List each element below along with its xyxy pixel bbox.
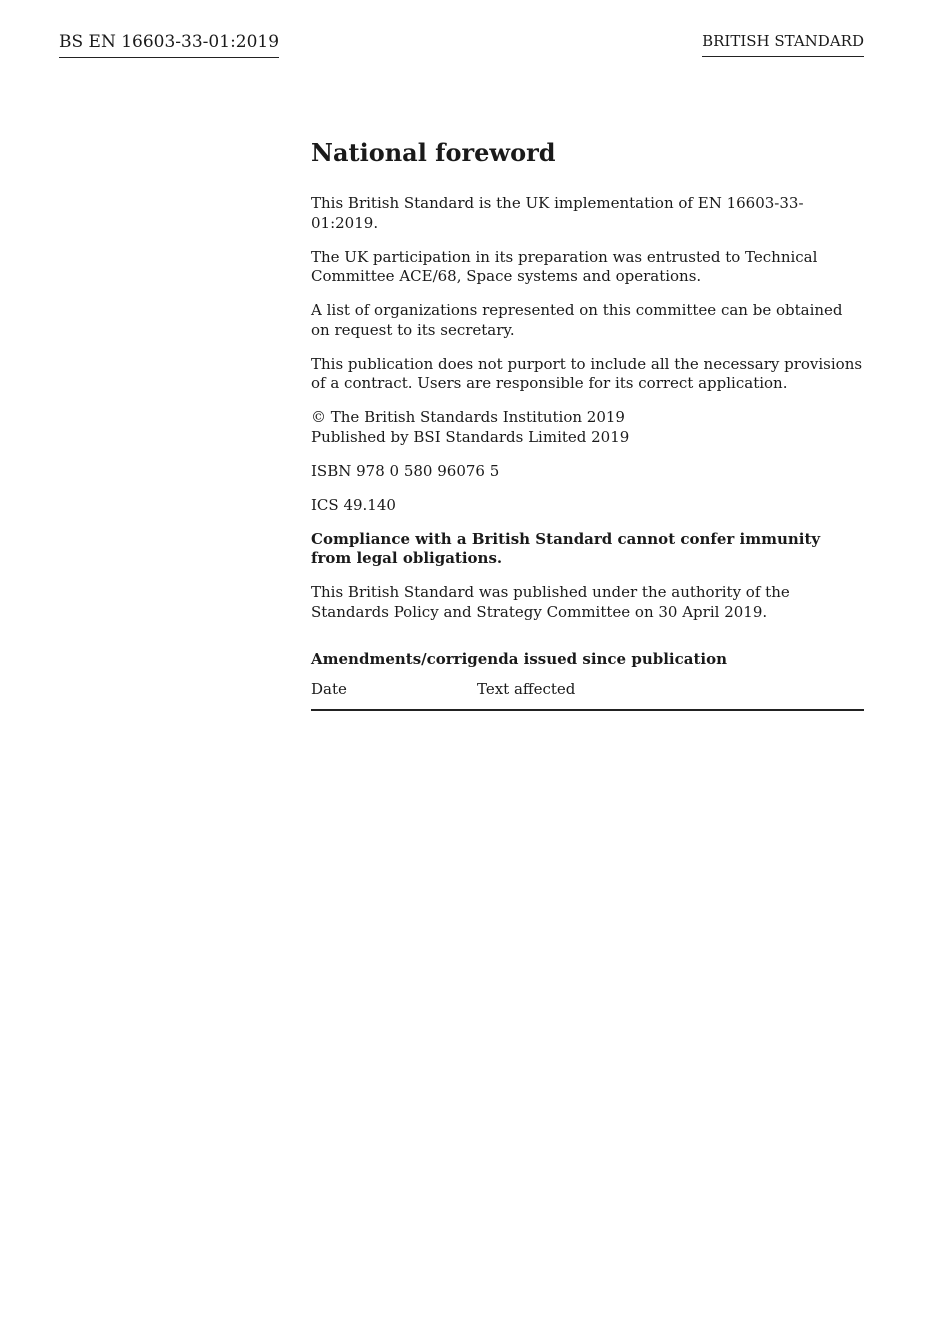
page-title: National foreword xyxy=(311,138,556,167)
amendments-heading: Amendments/corrigenda issued since publication xyxy=(311,650,727,668)
copyright-line: © The British Standards Institution 2019 xyxy=(311,408,625,426)
amendments-table-header xyxy=(311,680,864,712)
compliance-notice: Compliance with a British Standard cannot confer immunity from legal obligations. xyxy=(311,529,821,567)
authority-paragraph: This British Standard was published under the authority of the Standards Policy and Strategy Committee on 30 April 2019. xyxy=(311,583,790,621)
provisions-paragraph: This publication does not purport to include all the necessary provisions of a contract. Users are responsible for its correct application. xyxy=(311,354,863,392)
document-id: BS EN 16603-33-01:2019 xyxy=(59,31,279,58)
ics-code: ICS 49.140 xyxy=(311,495,396,514)
standard-category: BRITISH STANDARD xyxy=(702,31,864,57)
organizations-paragraph: A list of organizations represented on this committee can be obtained on request to its secretary. xyxy=(311,301,843,339)
text-affected-column-header: Text affected xyxy=(477,679,576,698)
publisher-line: Published by BSI Standards Limited 2019 xyxy=(311,427,630,446)
participation-paragraph: The UK participation in its preparation was entrusted to Technical Committee ACE/68, Space systems and operations. xyxy=(311,247,818,285)
isbn: ISBN 978 0 580 96076 5 xyxy=(311,461,500,480)
date-column-header: Date xyxy=(311,679,347,698)
foreword-section xyxy=(311,138,864,711)
implementation-paragraph: This British Standard is the UK implementation of EN 16603-33-01:2019. xyxy=(311,194,804,232)
copyright-block xyxy=(311,408,864,447)
